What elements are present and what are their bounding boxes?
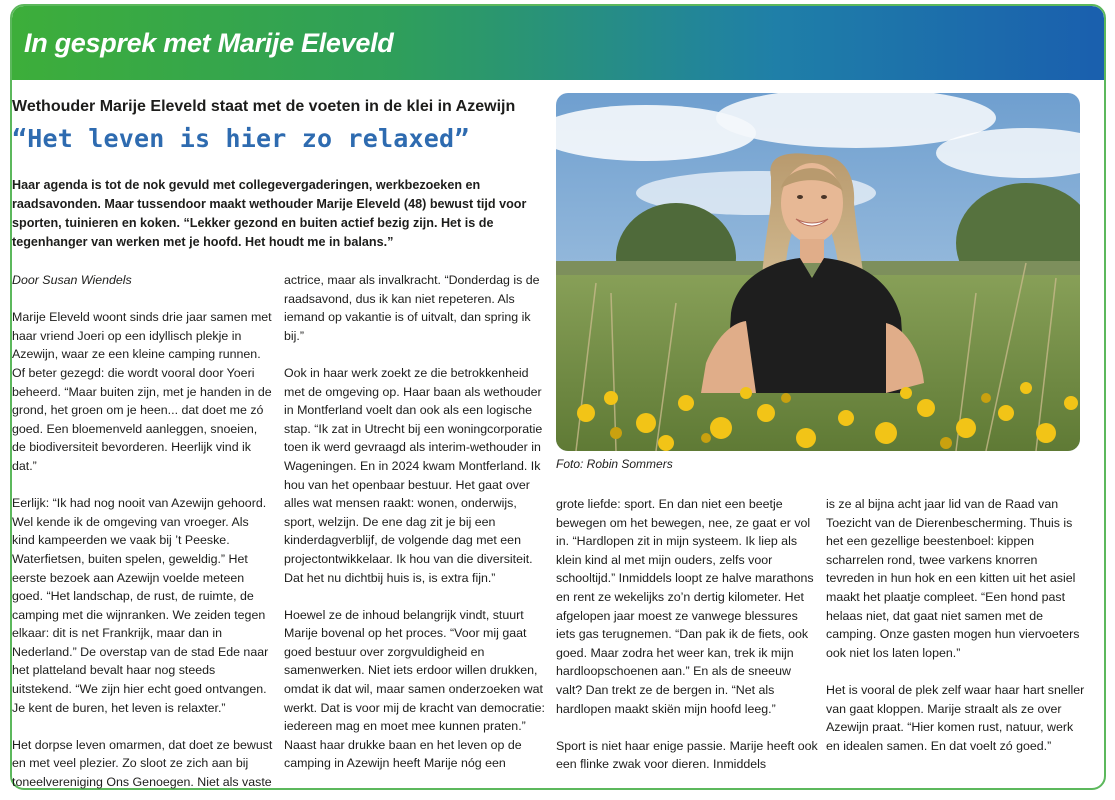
photo-caption: Foto: Robin Sommers [556,457,673,471]
paragraph: Sport is niet haar enige passie. Marije heeft ook een flinke zwak voor dieren. Inmiddels [556,738,818,772]
article-headline: “Het leven is hier zo relaxed” [12,124,470,153]
article-column-3 [556,495,818,774]
paragraph: actrice, maar als invalkracht. “Donderdag is de raadsavond, dus ik kan niet repeteren. Als iemand op vakantie is of uitvalt, dan spring ik bij.” [284,273,540,343]
article-kicker: Wethouder Marije Eleveld staat met de voeten in de klei in Azewijn [12,98,516,115]
article-column-2 [284,271,546,773]
portrait-photo [556,93,1080,451]
byline: Door Susan Wiendels [12,273,132,287]
header-banner [12,6,1104,80]
paragraph: Hoewel ze de inhoud belangrijk vindt, stuurt Marije bovenal op het proces. “Voor mij gaat goed bestuur over zorgvuldigheid en samenwerken. Niet iets erdoor willen drukken, omdat ik dat wil, maar samen onderzoeken wat werkt. Dat is voor mij de kracht van democratie: iedereen mag en moet mee kunnen praten.” Naast haar drukke baan en het leven op de camping in Azewijn heeft Marije nóg een [284,607,545,771]
paragraph: Marije Eleveld woont sinds drie jaar samen met haar vriend Joeri op een idyllisch plekje in Azewijn, waar ze een kleine camping runnen. Of beter gezegd: die wordt vooral door Yoeri beheerd. “Maar buiten zijn, met je handen in de grond, het groen om je heen... dat doet me zó goed. Een bloemenveld aanleggen, snoeien, de biodiversiteit bevorderen. Heerlijk vind ik dat.” [12,310,272,473]
paragraph: grote liefde: sport. En dan niet een beetje bewegen om het bewegen, nee, ze gaat er vol in. “Hardlopen zit in mijn systeem. Ik liep als klein kind al met mijn ouders, zelfs voor schooltijd.” Inmiddels loopt ze halve marathons en rent ze wekelijks zo’n dertig kilometer. Het afgelopen jaar moest ze vanwege blessures iets gas terugnemen. “Dan pak ik de fiets, ook goed. Maar zodra het weer kan, trek ik mijn hardloopschoenen aan.” En als de sneeuw valt? Dan trekt ze de bergen in. “Net als hardlopen maakt skiën mijn hoofd leeg.” [556,497,814,716]
banner-title: In gesprek met Marije Eleveld [24,28,394,58]
article-column-4 [826,495,1088,755]
paragraph: Ook in haar werk zoekt ze die betrokkenheid met de omgeving op. Haar baan als wethouder in Montferland voelt dan ook als een logische stap. “Ik zat in Utrecht bij een woningcorporatie toen ik werd gevraagd als interim-wethouder in Wageningen. En in 2024 kwam Montferland. Ik hou van het openbaar bestuur. Het gaat over alles wat mensen raakt: wonen, onderwijs, sport, welzijn. De ene dag zit je bij een kinderdagverblijf, de volgende dag met een projectontwikkelaar. Ik hou van die diversiteit. Dat het nu dichtbij huis is, is extra fijn.” [284,365,543,585]
paragraph: Eerlijk: “Ik had nog nooit van Azewijn gehoord. Wel kende ik de omgeving van vroeger. Als kind kampeerden we vaak bij ’t Peeske. Waterfietsen, buiten spelen, geweldig.” Het eerste bezoek aan Azewijn voelde meteen goed. “Het landschap, de rust, de ruimte, de camping met die wijnranken. We zeiden tegen elkaar: dit is net Frankrijk, maar dan in Nederland.” De overstap van de stad Ede naar het platteland bevalt haar nog steeds uitstekend. “We zijn hier echt goed ontvangen. Je kent de buren, het leven is relaxter.” [12,496,269,715]
article-column-1 [12,271,274,792]
article-intro: Haar agenda is tot de nok gevuld met collegevergaderingen, werkbezoeken en raadsavonden. Maar tussendoor maakt wethouder Marije Eleveld (48) bewust tijd voor sporten, tuinieren en koken. “Lekker gezond en buiten actief bezig zijn. Het is de tegenhanger van werken met je hoofd. Het houdt me in balans.” [12,178,527,249]
paragraph: is ze al bijna acht jaar lid van de Raad van Toezicht van de Dierenbescherming. Thuis is het een gezellige beestenboel: kippen scharrelen rond, twee varkens knorren tevreden in hun hok en een kitten uit het asiel maakt het plaatje compleet. “Een hond past helaas niet, dat gaat niet samen met de camping. Onze gasten mogen hun viervoeters ook niet los laten lopen.” [826,497,1080,660]
paragraph: Het dorpse leven omarmen, dat doet ze bewust en met veel plezier. Zo sloot ze zich aan bij toneelvereniging Ons Genoegen. Niet als vaste [12,737,273,790]
paragraph: Het is vooral de plek zelf waar haar hart sneller van gaat kloppen. Marije straalt als ze over Azewijn praat. “Hier komen rust, natuur, werk en idealen samen. En dat voelt zó goed.” [826,682,1085,753]
